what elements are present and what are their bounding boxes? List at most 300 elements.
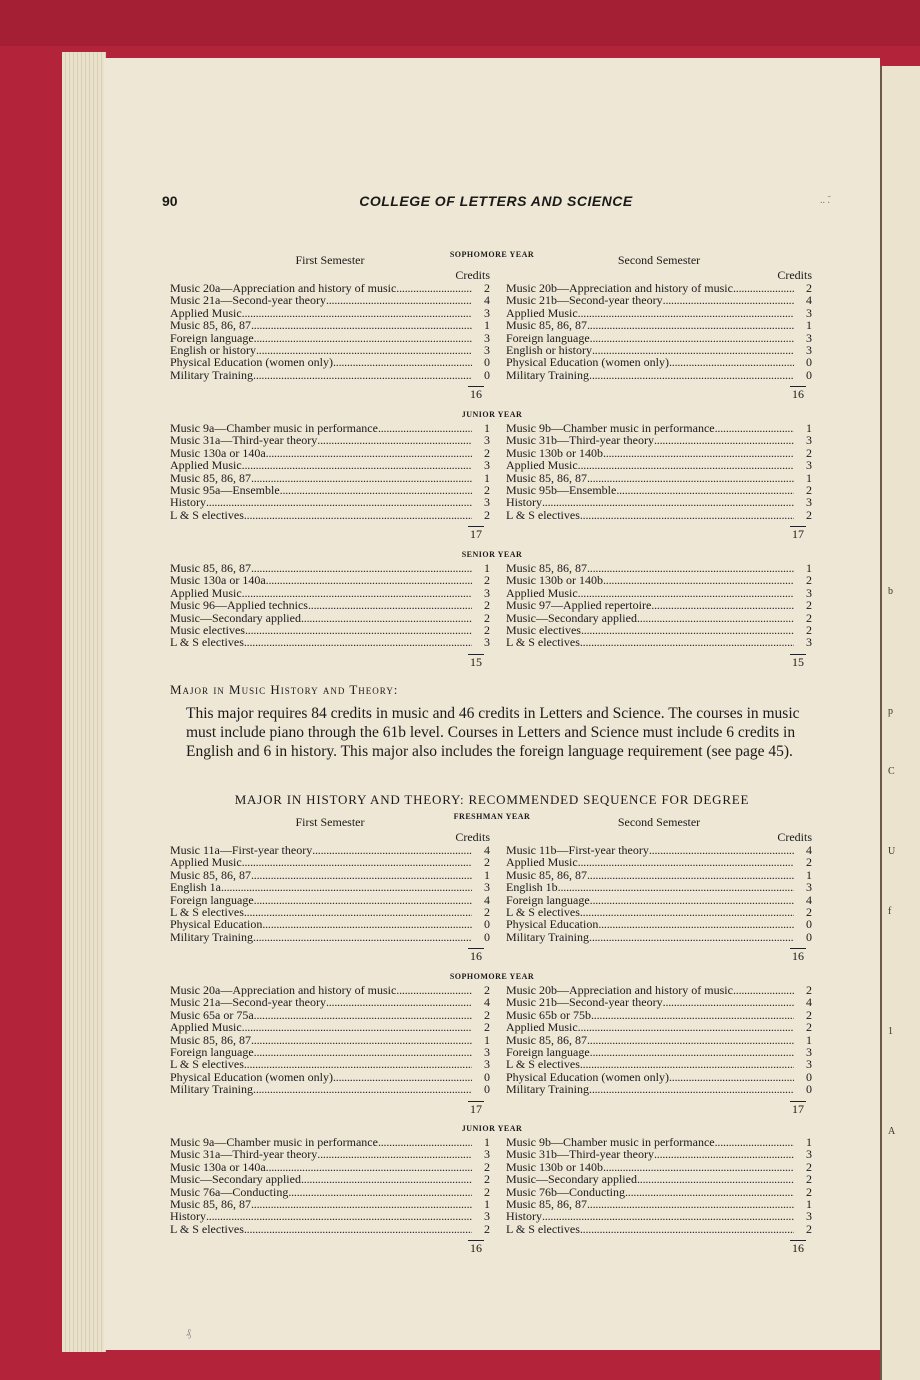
course-name: Music 85, 86, 87 <box>506 1196 587 1211</box>
course-name: Military Training <box>506 1082 590 1097</box>
course-name: Music 85, 86, 87 <box>170 867 251 882</box>
course-row <box>506 574 812 586</box>
course-credits: 1 <box>484 1135 490 1149</box>
course-credits: 4 <box>484 843 490 857</box>
course-name: Physical Education (women only) <box>170 1069 333 1084</box>
major-paragraph: This major requires 84 credits in music and 46 credits in Letters and Science. The courses in music must include piano through the 61b level. Courses in Letters and Science must include 6 credits in English and 6 in history. This major also includes the foreign language requirement (see page 45). <box>186 705 800 760</box>
leader-dots <box>244 636 472 648</box>
leader-dots <box>242 459 472 471</box>
course-credits: 2 <box>806 573 812 588</box>
course-row <box>506 931 812 943</box>
leader-dots <box>578 856 794 868</box>
leader-dots <box>333 1071 472 1083</box>
course-credits: 0 <box>484 355 490 370</box>
leader-dots <box>301 612 472 624</box>
course-name: Music 11b—First-year theory <box>506 843 649 857</box>
course-credits: 3 <box>484 458 490 473</box>
left-semester-column <box>170 984 490 1118</box>
course-credits: 3 <box>484 1147 490 1162</box>
course-name: L & S electives <box>170 904 244 919</box>
course-credits: 2 <box>806 1159 812 1174</box>
leader-dots <box>654 434 794 446</box>
course-name: Music 85, 86, 87 <box>170 1196 251 1211</box>
course-credits: 3 <box>806 1147 812 1162</box>
credit-total-value: 15 <box>792 654 804 669</box>
leader-dots <box>580 636 794 648</box>
course-credits: 2 <box>806 281 812 295</box>
leader-dots <box>663 294 794 306</box>
course-row <box>170 931 490 943</box>
left-semester-column <box>170 422 490 543</box>
course-row <box>506 1223 812 1235</box>
credit-total <box>170 649 490 671</box>
leader-dots <box>578 1021 794 1033</box>
course-credits: 4 <box>484 995 490 1010</box>
course-credits: 1 <box>484 470 490 485</box>
credit-total <box>506 1096 812 1118</box>
year-label: SOPHOMORE YEAR <box>449 250 535 259</box>
facing-page-edge: b p C U f 1 A <box>880 66 920 1380</box>
course-credits: 2 <box>484 1172 490 1187</box>
course-name: Music 76b—Conducting <box>506 1184 625 1199</box>
course-credits: 3 <box>484 880 490 895</box>
course-credits: 0 <box>484 929 490 944</box>
course-row <box>170 1210 490 1222</box>
course-credits: 0 <box>484 917 490 932</box>
course-credits: 2 <box>484 507 490 522</box>
course-name: Music 85, 86, 87 <box>506 867 587 882</box>
course-row <box>506 599 812 611</box>
course-name: Music 85, 86, 87 <box>506 561 587 575</box>
course-credits: 2 <box>806 1172 812 1187</box>
course-name: Military Training <box>506 929 590 944</box>
leader-dots <box>244 1223 472 1235</box>
course-credits: 0 <box>484 1082 490 1097</box>
course-credits: 0 <box>806 1082 812 1097</box>
course-row <box>170 1223 490 1235</box>
course-row <box>170 1058 490 1070</box>
course-credits: 4 <box>806 843 812 857</box>
course-name: Foreign language <box>170 330 254 345</box>
course-name: Music 20b—Appreciation and history of music <box>506 983 733 997</box>
course-row <box>170 918 490 930</box>
leader-dots <box>590 1046 794 1058</box>
course-name: Music 95a—Ensemble <box>170 482 280 497</box>
course-credits: 2 <box>484 1184 490 1199</box>
course-name: Music 21a—Second-year theory <box>170 293 326 308</box>
course-row <box>170 1198 490 1210</box>
course-row <box>506 319 812 331</box>
course-row <box>506 369 812 381</box>
leader-dots <box>251 1034 472 1046</box>
course-credits: 2 <box>806 507 812 522</box>
course-name: Music 130b or 140b <box>506 445 603 460</box>
year-label: SOPHOMORE YEAR <box>449 972 535 981</box>
leader-dots <box>206 1210 472 1222</box>
leader-dots <box>558 881 794 893</box>
leader-dots <box>251 1198 472 1210</box>
second-semester-heading: Second Semester <box>617 253 701 267</box>
course-name: Applied Music <box>506 585 578 600</box>
course-name: Music 85, 86, 87 <box>170 470 251 485</box>
leader-dots <box>587 869 794 881</box>
course-credits: 3 <box>484 495 490 510</box>
course-row <box>506 294 812 306</box>
course-row <box>170 496 490 508</box>
page-header <box>162 193 830 217</box>
course-credits: 2 <box>806 1007 812 1022</box>
leader-dots <box>625 1186 794 1198</box>
leader-dots <box>542 496 794 508</box>
course-name: Applied Music <box>170 458 242 473</box>
course-row <box>506 996 812 1008</box>
course-credits: 1 <box>806 1196 812 1211</box>
leader-dots <box>587 472 794 484</box>
course-name: Music 85, 86, 87 <box>506 318 587 333</box>
leader-dots <box>581 624 794 636</box>
course-credits: 2 <box>484 281 490 295</box>
course-credits: 1 <box>806 561 812 575</box>
course-row <box>506 856 812 868</box>
leader-dots <box>603 574 794 586</box>
year-label: SENIOR YEAR <box>461 550 523 559</box>
course-name: Music 85, 86, 87 <box>506 1032 587 1047</box>
course-name: English 1a <box>170 880 221 895</box>
course-credits: 3 <box>806 305 812 320</box>
leader-dots <box>396 282 472 294</box>
leader-dots <box>326 294 472 306</box>
credit-total <box>506 381 812 403</box>
course-credits: 1 <box>806 1135 812 1149</box>
course-row <box>506 1173 812 1185</box>
course-row <box>506 509 812 521</box>
course-name: Music 31a—Third-year theory <box>170 1147 318 1162</box>
leader-dots <box>326 996 472 1008</box>
course-name: Applied Music <box>170 1020 242 1035</box>
course-row <box>506 1083 812 1095</box>
course-name: Applied Music <box>506 305 578 320</box>
course-name: History <box>506 1209 542 1224</box>
book-page <box>104 58 880 1350</box>
course-name: Physical Education <box>506 917 599 932</box>
course-row <box>170 356 490 368</box>
right-semester-column <box>506 252 812 403</box>
right-semester-column <box>506 984 812 1118</box>
course-row <box>170 459 490 471</box>
leader-dots <box>603 447 794 459</box>
course-name: Applied Music <box>170 305 242 320</box>
course-name: Music 85, 86, 87 <box>506 470 587 485</box>
course-row <box>170 1083 490 1095</box>
course-row <box>506 459 812 471</box>
leader-dots <box>590 894 794 906</box>
course-row <box>506 434 812 446</box>
leader-dots <box>580 509 794 521</box>
course-name: L & S electives <box>506 635 580 650</box>
leader-dots <box>378 1136 472 1148</box>
leader-dots <box>262 918 472 930</box>
credits-heading: Credits <box>455 830 490 844</box>
course-credits: 0 <box>484 367 490 382</box>
course-credits: 2 <box>484 1221 490 1236</box>
course-name: Physical Education (women only) <box>170 355 333 370</box>
leader-dots <box>669 1071 794 1083</box>
leader-dots <box>651 599 794 611</box>
credit-total-value: 15 <box>470 654 482 669</box>
course-row <box>506 484 812 496</box>
course-credits: 2 <box>484 904 490 919</box>
course-row <box>506 918 812 930</box>
left-semester-column <box>170 814 490 965</box>
course-credits: 3 <box>484 433 490 448</box>
course-row <box>506 496 812 508</box>
course-credits: 1 <box>484 318 490 333</box>
course-credits: 2 <box>806 445 812 460</box>
course-name: Music 20a—Appreciation and history of music <box>170 983 397 997</box>
leader-dots <box>542 1210 794 1222</box>
course-credits: 0 <box>484 1069 490 1084</box>
course-name: Music 11a—First-year theory <box>170 843 313 857</box>
course-name: Music 85, 86, 87 <box>170 561 251 575</box>
course-name: Music 9a—Chamber music in performance <box>170 1135 378 1149</box>
course-name: Music electives <box>506 622 581 637</box>
course-name: Music 130b or 140b <box>506 573 603 588</box>
corner-mark: .. ̃. <box>820 195 830 206</box>
book-cover-top <box>0 0 920 46</box>
course-name: Applied Music <box>506 458 578 473</box>
credit-total <box>170 943 490 965</box>
left-semester-column <box>170 252 490 403</box>
leader-dots <box>587 562 794 574</box>
leader-dots <box>587 1034 794 1046</box>
first-semester-heading: First Semester <box>295 253 365 267</box>
leader-dots <box>637 612 794 624</box>
leader-dots <box>591 1009 794 1021</box>
credit-total <box>506 649 812 671</box>
course-name: Music 130a or 140a <box>170 573 266 588</box>
course-name: Music 130a or 140a <box>170 445 266 460</box>
course-credits: 4 <box>806 892 812 907</box>
course-name: Physical Education (women only) <box>506 1069 669 1084</box>
leader-dots <box>669 356 794 368</box>
course-name: Music—Secondary applied <box>170 1172 301 1187</box>
course-name: Music 21a—Second-year theory <box>170 995 326 1010</box>
left-semester-column <box>170 1136 490 1257</box>
course-name: Music 130b or 140b <box>506 1159 603 1174</box>
course-name: English or history <box>506 342 592 357</box>
course-row <box>506 881 812 893</box>
course-credits: 2 <box>484 598 490 613</box>
course-row <box>506 356 812 368</box>
credit-total-value: 17 <box>792 527 804 542</box>
course-name: History <box>170 495 206 510</box>
course-credits: 2 <box>806 983 812 997</box>
course-credits: 1 <box>806 470 812 485</box>
course-credits: 2 <box>806 904 812 919</box>
course-credits: 3 <box>484 1044 490 1059</box>
leader-dots <box>254 1046 472 1058</box>
course-name: Music 130a or 140a <box>170 1159 266 1174</box>
sequence-title: MAJOR IN HISTORY AND THEORY: RECOMMENDED SEQUENCE FOR DEGREE <box>234 792 750 807</box>
course-credits: 3 <box>806 1057 812 1072</box>
course-credits: 2 <box>806 1020 812 1035</box>
leader-dots <box>580 1223 794 1235</box>
leader-dots <box>242 856 472 868</box>
course-name: Music 9b—Chamber music in performance <box>506 421 715 435</box>
course-name: Music 31a—Third-year theory <box>170 433 318 448</box>
leader-dots <box>715 1136 794 1148</box>
leader-dots <box>206 496 472 508</box>
course-credits: 2 <box>484 855 490 870</box>
year-label: JUNIOR YEAR <box>461 410 523 419</box>
course-credits: 1 <box>484 1196 490 1211</box>
credit-total-value: 17 <box>470 527 482 542</box>
leader-dots <box>733 984 794 996</box>
course-name: Foreign language <box>506 1044 590 1059</box>
course-credits: 3 <box>806 1209 812 1224</box>
course-credits: 3 <box>484 342 490 357</box>
course-credits: 1 <box>484 421 490 435</box>
leader-dots <box>317 434 472 446</box>
first-semester-heading: First Semester <box>295 815 365 829</box>
course-name: Music 85, 86, 87 <box>170 1032 251 1047</box>
credit-total-value: 16 <box>792 1241 804 1256</box>
leader-dots <box>254 894 472 906</box>
course-name: Military Training <box>506 367 590 382</box>
leader-dots <box>251 562 472 574</box>
leader-dots <box>244 509 472 521</box>
course-name: Music 21b—Second-year theory <box>506 995 663 1010</box>
course-credits: 3 <box>806 342 812 357</box>
leader-dots <box>251 319 472 331</box>
leader-dots <box>589 369 794 381</box>
course-credits: 1 <box>484 867 490 882</box>
course-row <box>170 636 490 648</box>
course-name: Physical Education <box>170 917 263 932</box>
course-name: Applied Music <box>170 585 242 600</box>
course-credits: 2 <box>806 1184 812 1199</box>
course-name: Music 95b—Ensemble <box>506 482 617 497</box>
credit-total <box>170 381 490 403</box>
course-name: Music 65b or 75b <box>506 1007 591 1022</box>
course-credits: 0 <box>806 355 812 370</box>
course-name: L & S electives <box>170 1221 244 1236</box>
course-name: Applied Music <box>506 855 578 870</box>
course-name: History <box>506 495 542 510</box>
leader-dots <box>587 1198 794 1210</box>
leader-dots <box>245 624 472 636</box>
course-name: Music 65a or 75a <box>170 1007 254 1022</box>
leader-dots <box>590 332 794 344</box>
leader-dots <box>317 1148 472 1160</box>
leader-dots <box>312 844 472 856</box>
credits-heading: Credits <box>777 268 812 282</box>
course-name: Foreign language <box>506 330 590 345</box>
leader-dots <box>649 844 794 856</box>
credit-total <box>170 1235 490 1257</box>
course-name: Music—Secondary applied <box>170 610 301 625</box>
leader-dots <box>654 1148 794 1160</box>
course-credits: 1 <box>806 318 812 333</box>
course-name: L & S electives <box>170 507 244 522</box>
course-row <box>170 881 490 893</box>
course-credits: 1 <box>806 421 812 435</box>
course-name: Music 31b—Third-year theory <box>506 433 654 448</box>
right-semester-column <box>506 814 812 965</box>
leader-dots <box>598 918 794 930</box>
leader-dots <box>251 869 472 881</box>
course-name: Foreign language <box>170 892 254 907</box>
course-name: Music 97—Applied repertoire <box>506 598 652 613</box>
major-title: Major in Music History and Theory: <box>170 682 399 697</box>
course-row <box>170 1173 490 1185</box>
course-name: Military Training <box>170 1082 254 1097</box>
course-name: History <box>170 1209 206 1224</box>
course-credits: 4 <box>484 293 490 308</box>
course-name: Music 20b—Appreciation and history of music <box>506 281 733 295</box>
course-name: L & S electives <box>506 904 580 919</box>
course-credits: 3 <box>484 1209 490 1224</box>
course-row <box>170 369 490 381</box>
course-credits: 3 <box>806 330 812 345</box>
leader-dots <box>616 484 794 496</box>
credit-total-value: 17 <box>470 1101 482 1116</box>
course-credits: 2 <box>484 482 490 497</box>
course-name: Physical Education (women only) <box>506 355 669 370</box>
course-credits: 1 <box>484 1032 490 1047</box>
course-credits: 2 <box>806 610 812 625</box>
second-semester-heading: Second Semester <box>617 815 701 829</box>
course-credits: 1 <box>484 561 490 575</box>
leader-dots <box>266 447 472 459</box>
leader-dots <box>266 574 472 586</box>
course-row <box>170 1148 490 1160</box>
course-credits: 4 <box>484 892 490 907</box>
year-label: FRESHMAN YEAR <box>453 812 531 821</box>
credit-total <box>170 521 490 543</box>
course-row <box>170 294 490 306</box>
course-row <box>170 509 490 521</box>
course-name: L & S electives <box>170 1057 244 1072</box>
course-credits: 2 <box>484 1007 490 1022</box>
course-row <box>506 1058 812 1070</box>
course-name: Music 76a—Conducting <box>170 1184 289 1199</box>
leader-dots <box>221 881 472 893</box>
course-credits: 3 <box>806 635 812 650</box>
leader-dots <box>580 906 794 918</box>
page-mark: ₰ <box>186 1328 191 1339</box>
leader-dots <box>301 1173 472 1185</box>
course-row <box>506 1210 812 1222</box>
course-name: Music—Secondary applied <box>506 1172 637 1187</box>
course-name: Foreign language <box>170 1044 254 1059</box>
course-credits: 2 <box>484 610 490 625</box>
course-row <box>170 856 490 868</box>
leader-dots <box>637 1173 794 1185</box>
course-row <box>506 636 812 648</box>
course-row <box>170 434 490 446</box>
course-credits: 2 <box>484 1020 490 1035</box>
leader-dots <box>244 1058 472 1070</box>
course-credits: 3 <box>484 305 490 320</box>
course-name: Music 9b—Chamber music in performance <box>506 1135 715 1149</box>
course-row <box>170 996 490 1008</box>
leader-dots <box>589 931 794 943</box>
course-row <box>170 599 490 611</box>
right-semester-column <box>506 422 812 543</box>
credit-total-value: 16 <box>470 1241 482 1256</box>
credit-total <box>506 1235 812 1257</box>
